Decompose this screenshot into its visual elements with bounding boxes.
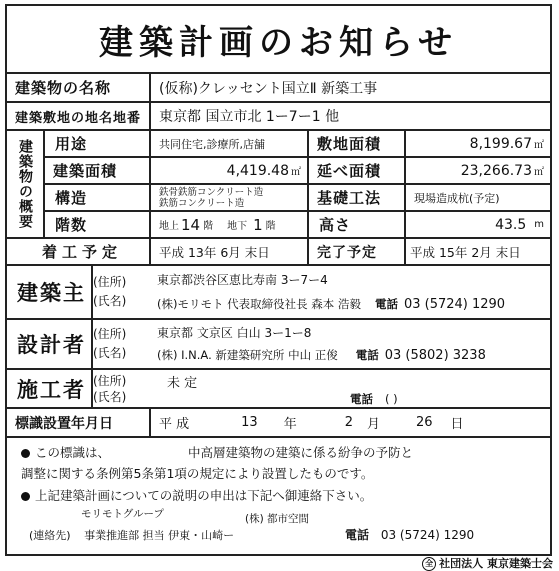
owner-sub-labels: (住所) (氏名) [93,275,127,308]
building-area-value: 4,419.48 ㎡ [226,162,301,179]
floor-area-value: 23,266.73 ㎡ [460,162,544,179]
site-area-value: 8,199.67 ㎡ [469,135,544,152]
posting-label: 標識設置年月日 [15,415,113,432]
designer-sub-labels: (住所) (氏名) [93,327,127,360]
designer-address: 東京都 文京区 白山 3ー1ー8 [157,325,312,340]
owner-name-row: (株)モリモト 代表取締役社長 森本 浩毅 電話 03 (5724) 1290 [157,296,506,312]
usage-label: 用途 [55,135,88,153]
building-area-label: 建築面積 [53,162,118,180]
notice-line-3: 上記建築計画についての説明の申出は下記へ御連絡下さい。 [21,486,372,504]
contact-dept: (株) 都市空間 [245,513,310,525]
foundation-label: 基礎工法 [317,189,382,207]
site-area-label: 敷地面積 [317,135,382,153]
start-value: 平成 13年 6月 末日 [159,244,270,260]
posting-value: 平 成 13 年 2 月 26 日 [159,415,464,432]
overview-label: 建築物の概要 [17,139,33,229]
owner-address: 東京都渋谷区恵比寿南 3ー7ー4 [157,272,328,287]
site-value: 東京都 国立市北 1ー7ー1 他 [159,109,340,125]
completion-value: 平成 15年 2月 末日 [410,244,521,260]
start-label: 着工予定 [41,243,122,261]
usage-value: 共同住宅,診療所,店舗 [159,137,265,151]
designer-label: 設計者 [17,333,86,357]
contractor-label: 施工者 [17,377,86,402]
foundation-value: 現場造成杭(予定) [414,191,500,205]
floor-area-label: 延べ面積 [317,162,382,180]
notice-line-2: 調整に関する条例第5条第1項の規定により設置したものです。 [21,466,374,481]
bullet-icon [21,449,30,458]
bullet-icon [21,492,30,501]
association-seal-icon: 全 [422,557,436,571]
footer-organization: 全 社団法人 東京建築士会 [422,555,553,571]
designer-name-row: (株) I.N.A. 新建築研究所 中山 正俊 電話 03 (5802) 3238 [157,347,486,363]
contact-tel: 電話 03 (5724) 1290 [345,528,475,542]
contact-row: (連絡先) 事業推進部 担当 伊東・山崎ー [29,529,235,542]
building-name-label: 建築物の名称 [15,79,112,97]
height-label: 高さ [319,216,352,234]
floors-value: 地上 14 階 地下 1 階 [159,215,276,234]
completion-label: 完了予定 [317,244,377,261]
site-label: 建築敷地の地名地番 [15,110,142,126]
contractor-tel-row: 電話 ( ) [350,391,398,406]
notice-line-1: この標識は、 中高層建築物の建築に係る紛争の予防と [21,443,413,461]
contractor-sub-labels: (住所) (氏名) [93,373,127,404]
floors-label: 階数 [55,216,88,234]
owner-label: 建築主 [17,281,86,305]
structure-value: 鉄骨鉄筋コンクリート造 鉄筋コンクリート造 [159,186,264,209]
construction-notice-board [5,4,552,556]
structure-label: 構造 [55,189,88,207]
contractor-value: 未 定 [167,375,198,390]
building-name-value: (仮称)クレッセント国立Ⅱ 新築工事 [159,80,378,97]
height-value: 43.5 m [495,216,544,233]
contact-company: モリモトグループ [81,508,164,520]
board-title: 建築計画のお知らせ [99,22,458,63]
